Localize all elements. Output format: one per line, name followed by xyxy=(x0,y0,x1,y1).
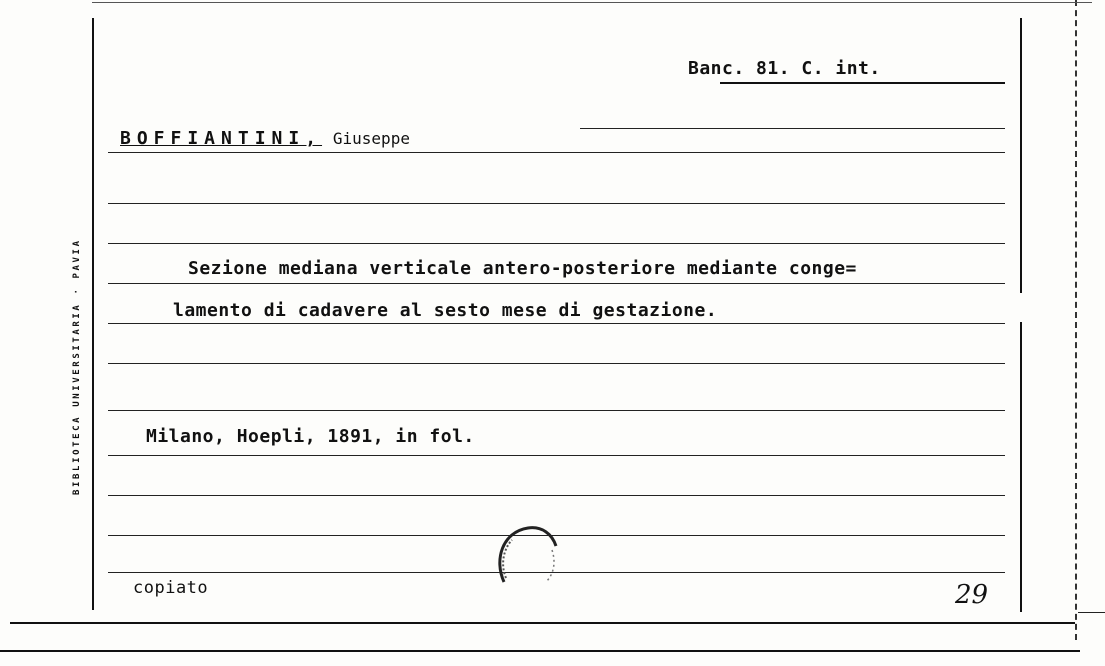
shelfmark: Banc. 81. C. int. xyxy=(688,58,881,79)
title-line-2: lamento di cadavere al sesto mese di gestazione. xyxy=(173,300,718,321)
author-heading xyxy=(120,128,410,149)
library-spine-text: BIBLIOTECA UNIVERSITARIA · PAVIA xyxy=(72,238,82,495)
status-note: copiato xyxy=(133,578,209,598)
card-left-border xyxy=(92,18,94,610)
ruled-line xyxy=(580,128,1005,129)
author-surname: BOFFIANTINI, xyxy=(120,128,323,149)
scan-bottom-edge xyxy=(0,650,1080,652)
ruled-line xyxy=(108,243,1005,244)
title-line-1: Sezione mediana verticale antero-posteriore mediante conge= xyxy=(188,258,857,279)
card-top-edge xyxy=(92,2,1092,3)
punch-hole-mark xyxy=(490,520,570,600)
ruled-line xyxy=(108,203,1005,204)
scan-edge-right xyxy=(1075,0,1077,640)
imprint: Milano, Hoepli, 1891, in fol. xyxy=(146,426,475,447)
card-right-border-lower xyxy=(1020,322,1022,612)
card-bottom-edge xyxy=(10,622,1075,624)
card-right-border xyxy=(1020,18,1022,293)
ruled-line xyxy=(108,363,1005,364)
ruled-line xyxy=(108,495,1005,496)
ruled-line xyxy=(108,152,1005,153)
scan-bottom-edge-right xyxy=(1078,612,1105,613)
author-given-name: Giuseppe xyxy=(332,129,410,148)
shelfmark-underline xyxy=(720,82,1005,84)
ruled-line xyxy=(108,455,1005,456)
ruled-line xyxy=(108,410,1005,411)
card-number: 29 xyxy=(955,580,989,610)
ruled-line xyxy=(108,323,1005,324)
ruled-line xyxy=(108,283,1005,284)
